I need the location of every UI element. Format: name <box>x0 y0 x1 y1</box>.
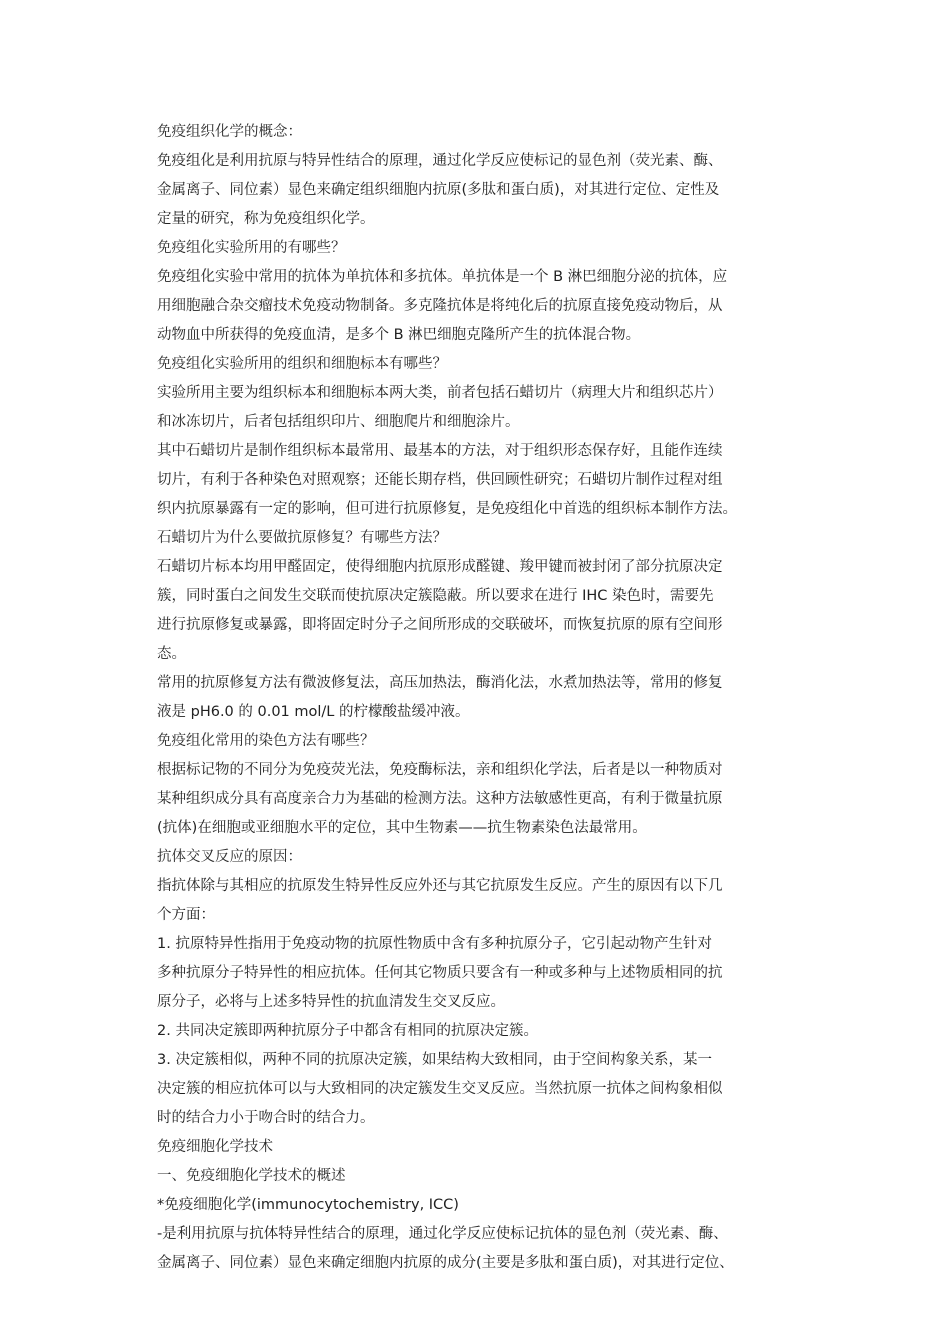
document-page <box>157 118 809 1278</box>
paragraph-line: 多种抗原分子特异性的相应抗体。任何其它物质只要含有一种或多种与上述物质相同的抗 <box>157 965 723 981</box>
paragraph-line: (抗体)在细胞或亚细胞水平的定位，其中生物素——抗生物素染色法最常用。 <box>157 820 647 836</box>
paragraph-line: 指抗体除与其相应的抗原发生特异性反应外还与其它抗原发生反应。产生的原因有以下几 <box>157 878 723 894</box>
subheading-icc-overview: 一、免疫细胞化学技术的概述 <box>157 1168 346 1184</box>
definition-term: *免疫细胞化学(immunocytochemistry, ICC) <box>157 1197 459 1213</box>
paragraph-line: 织内抗原暴露有一定的影响，但可进行抗原修复，是免疫组化中首选的组织标本制作方法。 <box>157 501 737 517</box>
paragraph-line: 某种组织成分具有高度亲合力为基础的检测方法。这种方法敏感性更高，有利于微量抗原 <box>157 791 723 807</box>
paragraph-line: 免疫组化是利用抗原与特异性结合的原理，通过化学反应使标记的显色剂（荧光素、酶、 <box>157 153 723 169</box>
heading-cross-reaction: 抗体交叉反应的原因： <box>157 849 302 865</box>
paragraph-line: 决定簇的相应抗体可以与大致相同的决定簇发生交叉反应。当然抗原一抗体之间构象相似 <box>157 1081 723 1097</box>
heading-icc-technique: 免疫细胞化学技术 <box>157 1139 273 1155</box>
heading-ihc-concept: 免疫组织化学的概念： <box>157 124 302 140</box>
paragraph-line: 态。 <box>157 646 186 662</box>
paragraph-line: 定量的研究，称为免疫组织化学。 <box>157 211 375 227</box>
paragraph-line: 簇，同时蛋白之间发生交联而使抗原决定簇隐蔽。所以要求在进行 IHC 染色时，需要先 <box>157 588 714 604</box>
paragraph-line: 和冰冻切片，后者包括组织印片、细胞爬片和细胞涂片。 <box>157 414 520 430</box>
paragraph-line: 切片，有利于各种染色对照观察；还能长期存档，供回顾性研究；石蜡切片制作过程对组 <box>157 472 723 488</box>
paragraph-line: 金属离子、同位素）显色来确定组织细胞内抗原(多肽和蛋白质)，对其进行定位、定性及 <box>157 182 720 198</box>
paragraph-line: 动物血中所获得的免疫血清，是多个 B 淋巴细胞克隆所产生的抗体混合物。 <box>157 327 641 343</box>
paragraph-line: 金属离子、同位素）显色来确定细胞内抗原的成分(主要是多肽和蛋白质)，对其进行定位、 <box>157 1255 734 1271</box>
paragraph-line: 个方面： <box>157 907 215 923</box>
paragraph-line: 用细胞融合杂交瘤技术免疫动物制备。多克隆抗体是将纯化后的抗原直接免疫动物后，从 <box>157 298 723 314</box>
heading-antigen-retrieval: 石蜡切片为什么要做抗原修复？有哪些方法？ <box>157 530 447 546</box>
paragraph-line: 时的结合力小于吻合时的结合力。 <box>157 1110 375 1126</box>
paragraph-line: 液是 pH6.0 的 0.01 mol/L 的柠檬酸盐缓冲液。 <box>157 704 470 720</box>
paragraph-line: 根据标记物的不同分为免疫荧光法，免疫酶标法，亲和组织化学法，后者是以一种物质对 <box>157 762 723 778</box>
list-item-2: 2. 共同决定簇即两种抗原分子中都含有相同的抗原决定簇。 <box>157 1023 538 1039</box>
paragraph-line: 原分子，必将与上述多特异性的抗血清发生交叉反应。 <box>157 994 505 1010</box>
list-item-3: 3. 决定簇相似，两种不同的抗原决定簇，如果结构大致相同，由于空间构象关系，某一 <box>157 1052 712 1068</box>
paragraph-line: 常用的抗原修复方法有微波修复法，高压加热法，酶消化法，水煮加热法等，常用的修复 <box>157 675 723 691</box>
paragraph-line: -是利用抗原与抗体特异性结合的原理，通过化学反应使标记抗体的显色剂（荧光素、酶、 <box>157 1226 728 1242</box>
list-item-1: 1. 抗原特异性指用于免疫动物的抗原性物质中含有多种抗原分子，它引起动物产生针对 <box>157 936 712 952</box>
heading-antibodies-used: 免疫组化实验所用的有哪些？ <box>157 240 346 256</box>
paragraph-line: 其中石蜡切片是制作组织标本最常用、最基本的方法，对于组织形态保存好，且能作连续 <box>157 443 723 459</box>
paragraph-line: 免疫组化实验中常用的抗体为单抗体和多抗体。单抗体是一个 B 淋巴细胞分泌的抗体，应 <box>157 269 728 285</box>
heading-specimens: 免疫组化实验所用的组织和细胞标本有哪些？ <box>157 356 447 372</box>
paragraph-line: 进行抗原修复或暴露，即将固定时分子之间所形成的交联破坏，而恢复抗原的原有空间形 <box>157 617 723 633</box>
paragraph-line: 实验所用主要为组织标本和细胞标本两大类，前者包括石蜡切片（病理大片和组织芯片） <box>157 385 723 401</box>
paragraph-line: 石蜡切片标本均用甲醛固定，使得细胞内抗原形成醛键、羧甲键而被封闭了部分抗原决定 <box>157 559 723 575</box>
heading-staining-methods: 免疫组化常用的染色方法有哪些？ <box>157 733 375 749</box>
